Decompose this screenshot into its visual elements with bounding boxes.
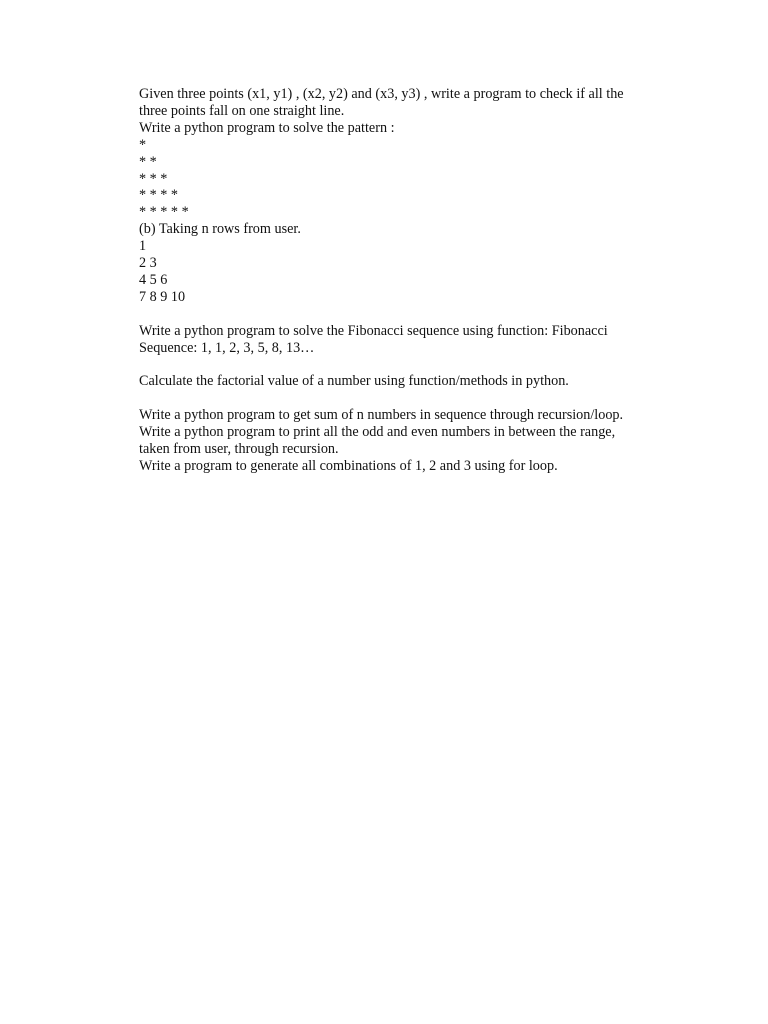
pattern-row: 7 8 9 10 [139,288,186,305]
pattern-row: * [139,136,147,153]
pattern-row: * * * * [139,187,179,204]
pattern-row: 4 5 6 [139,271,168,288]
pattern-row: * * [139,153,157,170]
question-text-line: Write a python program to print all the odd and even numbers in between the range, [139,424,616,441]
question-text-line: taken from user, through recursion. [139,440,339,457]
question-text-line: Calculate the factorial value of a number using function/methods in python. [139,373,569,390]
question-text-line: Write a python program to solve the Fibonacci sequence using function: Fibonacci [139,322,608,339]
pattern-row: * * * [139,170,168,187]
question-text-line: Given three points (x1, y1) , (x2, y2) and (x3, y3) , write a program to check if all the [139,86,624,102]
question-odd-even [139,424,674,458]
pattern-row: 2 3 [139,255,157,272]
question-fibonacci [139,323,674,357]
document-body [139,86,674,475]
star-pattern [139,137,674,222]
question-text-line: (b) Taking n rows from user. [139,221,301,238]
question-text-line: Sequence: 1, 1, 2, 3, 5, 8, 13… [139,339,315,356]
question-text-line: Write a python program to get sum of n numbers in sequence through recursion/loop. [139,407,624,424]
question-collinear-points [139,86,674,120]
question-sum-n-numbers [139,407,674,424]
question-pattern [139,120,674,306]
blank-line [139,390,674,407]
question-text-line: Write a program to generate all combinations of 1, 2 and 3 using for loop. [139,457,558,474]
question-text-line: three points fall on one straight line. [139,102,345,119]
question-text-line: Write a python program to solve the pattern : [139,119,395,136]
pattern-row: 1 [139,238,147,255]
blank-line [139,356,674,373]
question-combinations [139,458,674,475]
blank-line [139,306,674,323]
pattern-row: * * * * * [139,204,189,221]
question-factorial [139,373,674,390]
number-pattern [139,238,674,306]
